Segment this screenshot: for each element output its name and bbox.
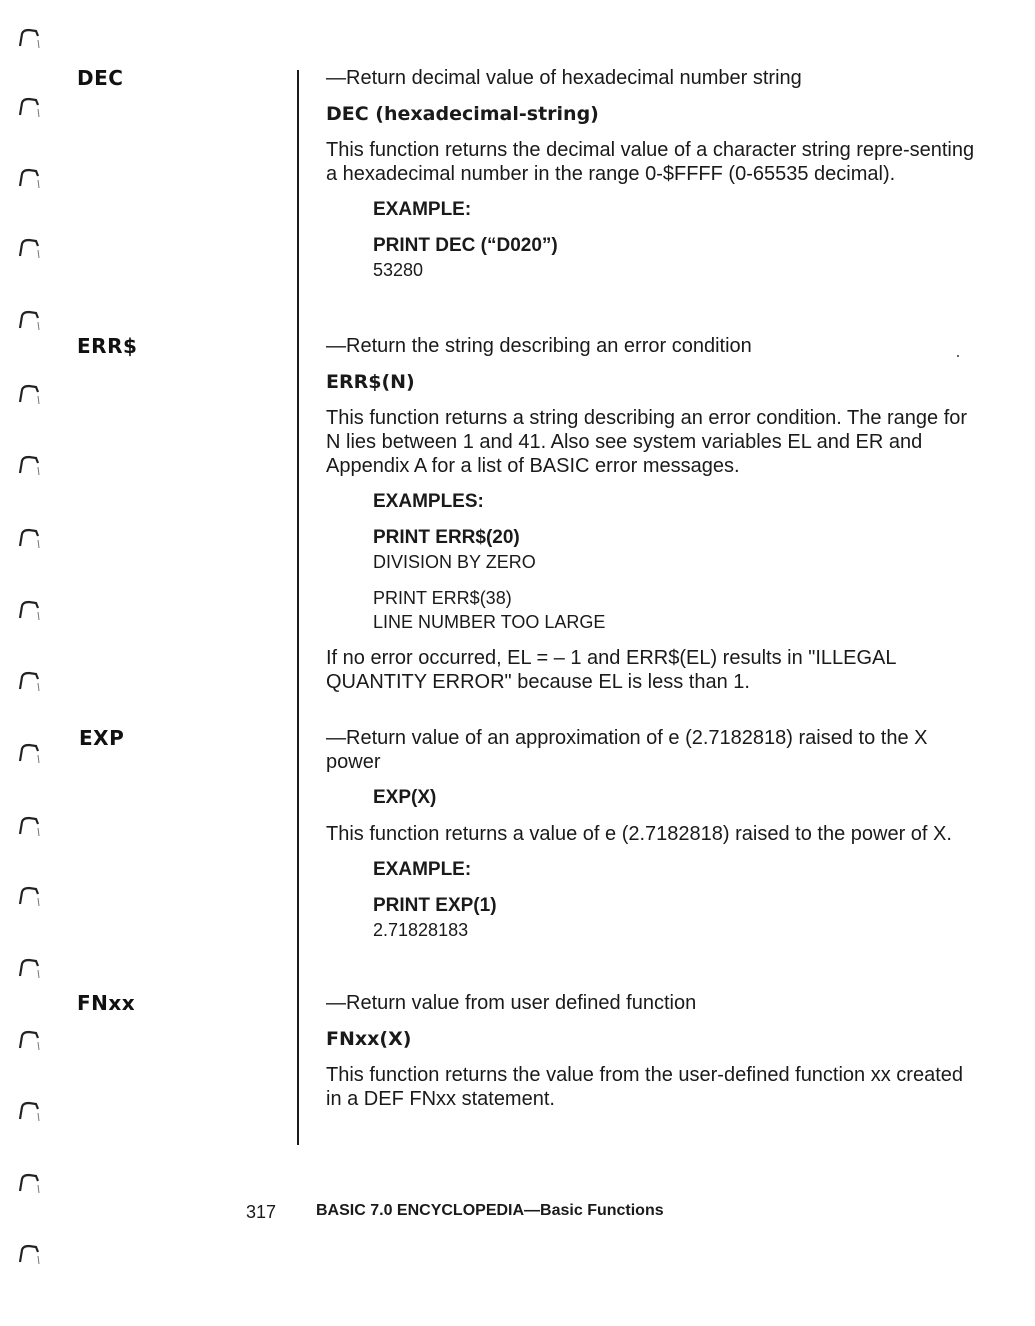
- binding-ring-3: [20, 170, 38, 186]
- binding-ring-tick-17: [38, 1185, 39, 1193]
- entry-keyword: FNxx: [77, 991, 136, 1015]
- example-output-2: LINE NUMBER TOO LARGE: [373, 612, 606, 632]
- binding-ring-4: [20, 240, 38, 256]
- entry-keyword: ERR$: [77, 334, 138, 358]
- entry-description: This function returns the decimal value of a character string repre-senting a hexadecimal number in the range 0-$FFFF (0-65535 decimal).: [326, 139, 975, 185]
- binding-ring-tick-13: [38, 898, 39, 906]
- entry-syntax: FNxx(X): [326, 1028, 412, 1050]
- binding-ring-tick-12: [38, 828, 39, 836]
- example-code-2: PRINT ERR$(38): [373, 588, 512, 608]
- entry-summary: —Return value of an approximation of e (2.7182818) raised to the X power: [326, 727, 928, 773]
- entry-description: This function returns a string describing an error condition. The range for N lies between 1 and 41. Also see system variables EL and ER and Appendix A for a list of BASIC error messages.: [326, 407, 968, 477]
- binding-ring-16: [20, 1103, 38, 1119]
- entry-summary: —Return value from user defined function: [326, 992, 697, 1014]
- binding-ring-tick-1: [38, 40, 39, 48]
- example-output: 53280: [373, 260, 424, 280]
- entry-summary: —Return decimal value of hexadecimal number string: [326, 67, 802, 89]
- binding-ring-marks: [0, 0, 60, 1326]
- binding-ring-17: [20, 1175, 38, 1191]
- entry-keyword: DEC: [77, 66, 124, 90]
- column-divider: [297, 70, 299, 1145]
- entry-body: [326, 991, 976, 1111]
- binding-ring-15: [20, 1032, 38, 1048]
- binding-ring-tick-11: [38, 755, 39, 763]
- entry-note: If no error occurred, EL = – 1 and ERR$(EL) results in "ILLEGAL QUANTITY ERROR" because EL is less than 1.: [326, 647, 896, 693]
- binding-ring-tick-14: [38, 970, 39, 978]
- example-block: [373, 490, 976, 634]
- binding-ring-tick-9: [38, 612, 39, 620]
- entry-body: [326, 726, 976, 942]
- binding-ring-tick-8: [38, 540, 39, 548]
- entry-body: [326, 66, 976, 282]
- binding-ring-tick-6: [38, 396, 39, 404]
- footer-subtitle: —Basic Functions: [524, 1202, 664, 1219]
- binding-ring-tick-7: [38, 467, 39, 475]
- example-label: EXAMPLE:: [373, 199, 472, 220]
- binding-ring-10: [20, 673, 38, 689]
- page-number: 317: [246, 1202, 277, 1222]
- binding-ring-13: [20, 888, 38, 904]
- entry-syntax: DEC (hexadecimal-string): [326, 103, 599, 125]
- example-output: 2.71828183: [373, 920, 469, 940]
- example-output: DIVISION BY ZERO: [373, 552, 536, 572]
- binding-ring-8: [20, 530, 38, 546]
- binding-ring-5: [20, 312, 38, 328]
- example-block: [373, 858, 976, 942]
- binding-ring-12: [20, 818, 38, 834]
- entry-body: [326, 334, 976, 694]
- entry-summary: —Return the string describing an error condition: [326, 335, 752, 357]
- example-code: PRINT DEC (“D020”): [373, 235, 558, 256]
- binding-ring-2: [20, 99, 38, 115]
- entry-description: This function returns a value of e (2.7182818) raised to the power of X.: [326, 823, 952, 845]
- binding-ring-tick-16: [38, 1113, 39, 1121]
- binding-ring-6: [20, 386, 38, 402]
- example-block: [373, 198, 976, 282]
- footer-title-main: BASIC 7.0 ENCYCLOPEDIA: [316, 1202, 525, 1219]
- binding-ring-14: [20, 960, 38, 976]
- binding-ring-tick-15: [38, 1042, 39, 1050]
- example-label: EXAMPLES:: [373, 491, 484, 512]
- binding-ring-1: [20, 30, 38, 46]
- binding-ring-tick-2: [38, 109, 39, 117]
- binding-ring-tick-5: [38, 322, 39, 330]
- example-code: PRINT EXP(1): [373, 895, 497, 916]
- entry-syntax: ERR$(N): [326, 371, 415, 393]
- binding-ring-11: [20, 745, 38, 761]
- binding-ring-tick-4: [38, 250, 39, 258]
- binding-ring-18: [20, 1246, 38, 1262]
- binding-ring-7: [20, 457, 38, 473]
- binding-ring-9: [20, 602, 38, 618]
- entry-syntax: EXP(X): [373, 787, 437, 808]
- entry-keyword: EXP: [79, 726, 125, 750]
- footer-title: [316, 1202, 664, 1220]
- entry-description: This function returns the value from the user-defined function xx created in a DEF FNxx statement.: [326, 1064, 964, 1110]
- example-code: PRINT ERR$(20): [373, 527, 520, 548]
- binding-ring-tick-10: [38, 683, 39, 691]
- example-label: EXAMPLE:: [373, 859, 472, 880]
- binding-rings: [0, 0, 60, 1326]
- binding-ring-tick-18: [38, 1256, 39, 1264]
- binding-ring-tick-3: [38, 180, 39, 188]
